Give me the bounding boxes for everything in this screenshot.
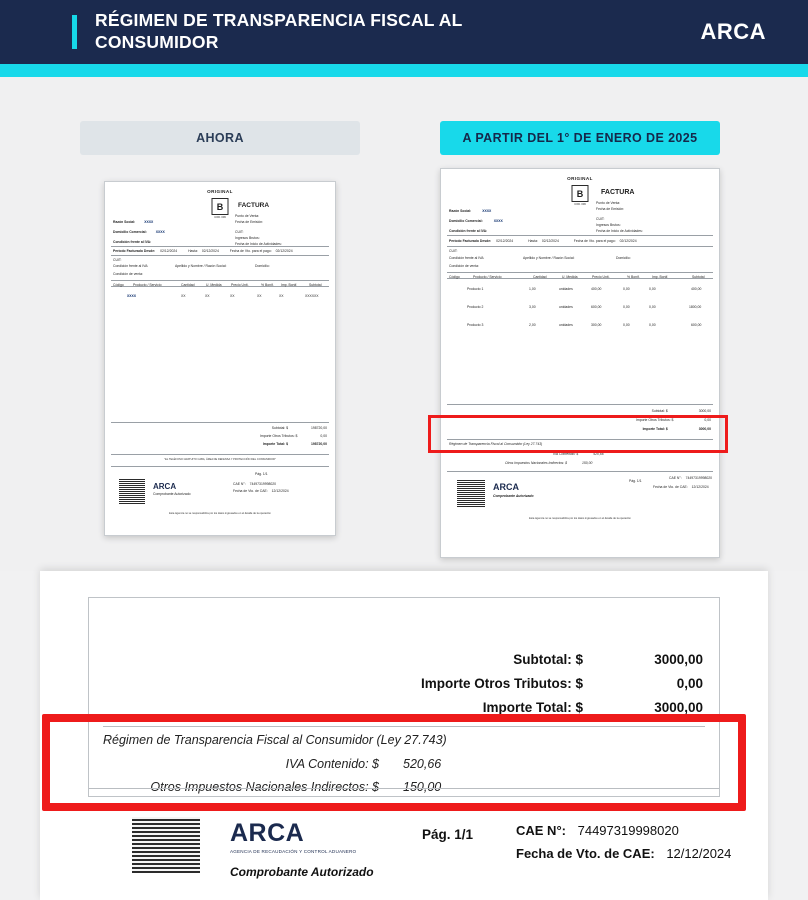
tag-ahora: AHORA bbox=[80, 121, 360, 155]
cell-medida-1: unidades bbox=[559, 287, 573, 291]
invoice-preview-current bbox=[104, 181, 336, 536]
importe-total-value: 3000,00 bbox=[654, 700, 703, 715]
invoice-letter: B bbox=[216, 201, 224, 212]
invoice-letter-new: B bbox=[576, 188, 584, 199]
arca-wordmark: ARCA bbox=[230, 819, 305, 847]
label-domicilio-cliente-new: Domicilio: bbox=[616, 256, 631, 260]
qr-code-icon-new bbox=[457, 479, 485, 507]
th-subtotal: Subtotal bbox=[309, 282, 322, 287]
qr-code-icon bbox=[119, 478, 145, 504]
comparison-section bbox=[0, 77, 808, 571]
value-periodo-desde: 02/12/2024 bbox=[160, 249, 178, 253]
total-importe-total bbox=[263, 442, 327, 446]
cell-subtotal-3: 600,00 bbox=[691, 323, 702, 327]
cae-label: CAE N°: bbox=[233, 482, 246, 486]
total-otros-label: Importe Otros Tributos: $ bbox=[259, 434, 298, 438]
header-accent-bar bbox=[72, 15, 77, 49]
label-hasta: Hasta: bbox=[188, 249, 198, 253]
th-producto: Producto / Servicio bbox=[133, 282, 162, 287]
cell-medida-2: unidades bbox=[559, 305, 573, 309]
cell-medida: XX bbox=[205, 294, 210, 298]
field-domicilio-comercial bbox=[113, 230, 165, 234]
th-medida: U. Medida bbox=[206, 282, 222, 287]
page-header bbox=[0, 0, 808, 64]
otros-impuestos-value: 150,00 bbox=[403, 780, 442, 794]
arca-logo-block bbox=[230, 819, 374, 879]
cae-block-new bbox=[669, 476, 712, 480]
arca-mini-logo: ARCA bbox=[153, 482, 177, 491]
arca-mini-logo-new: ARCA bbox=[493, 482, 519, 492]
field-razon-social-new bbox=[449, 209, 491, 213]
cae-vto-label-new: Fecha de Vto. de CAE: bbox=[653, 485, 688, 489]
totals-row-otros bbox=[273, 676, 703, 691]
factura-label-new: FACTURA bbox=[601, 189, 635, 196]
label-razon-social: Razón Social: bbox=[113, 220, 136, 224]
cell-precio-1: 400,00 bbox=[591, 287, 602, 291]
cell-producto-2: Producto 2 bbox=[467, 305, 484, 309]
page-title: RÉGIMEN DE TRANSPARENCIA FISCAL AL CONSUMIDOR bbox=[95, 10, 463, 52]
cell-medida-3: unidades bbox=[559, 323, 573, 327]
invoice-letter-box bbox=[212, 198, 229, 215]
cae-vto-label: Fecha de Vto. de CAE: bbox=[233, 489, 268, 493]
th-precio: Precio Unit. bbox=[231, 282, 249, 287]
label-condicion-venta: Condición de venta: bbox=[113, 272, 143, 276]
cell-bonif-2: 0,00 bbox=[623, 305, 630, 309]
cell-bonif-3: 0,00 bbox=[623, 323, 630, 327]
regimen-title-mini: Régimen de Transparencia Fiscal al Consumidor (Ley 27.743) bbox=[449, 442, 543, 446]
column-new bbox=[420, 77, 740, 558]
cell-subtotal: XXXXXX bbox=[305, 294, 319, 298]
label-vto-pago-new: Fecha de Vto. para el pago: bbox=[573, 239, 616, 243]
cae-label-new: CAE N°: bbox=[669, 476, 682, 480]
regimen-title: Régimen de Transparencia Fiscal al Consumidor (Ley 27.743) bbox=[103, 733, 447, 747]
total-subtotal bbox=[272, 426, 327, 430]
field-inicio-actividades: Fecha de Inicio de Actividades: bbox=[235, 242, 282, 246]
items-table-header-new bbox=[447, 272, 713, 279]
comprobante-autorizado-large: Comprobante Autorizado bbox=[230, 865, 374, 879]
original-label: ORIGINAL bbox=[207, 189, 233, 194]
label-condicion-iva-cliente-new: Condición frente al IVA: bbox=[449, 256, 485, 260]
cae-vto-value-new: 12/12/2024 bbox=[691, 485, 709, 489]
label-cuit-cliente: CUIT: bbox=[113, 258, 122, 262]
iva-contenido-value: 520,66 bbox=[403, 757, 442, 771]
cell-producto-1: Producto 1 bbox=[467, 287, 484, 291]
value-razon-social: XXXX bbox=[144, 220, 154, 224]
cae-vto-block-new bbox=[653, 485, 709, 489]
cae-line bbox=[516, 823, 731, 838]
label-periodo: Período Facturado Desde: bbox=[113, 249, 156, 253]
items-table-header bbox=[111, 280, 329, 287]
cae-block-large bbox=[516, 823, 731, 869]
label-domicilio-comercial-new: Domicilio Comercial: bbox=[449, 219, 483, 223]
subtotal-label: Subtotal: $ bbox=[513, 652, 583, 667]
field-razon-social bbox=[113, 220, 153, 224]
total-subtotal-label: Subtotal: $ bbox=[271, 426, 289, 430]
total-otros-value-new: 0,00 bbox=[704, 418, 711, 422]
th-impbonif-new: Imp. Bonif. bbox=[652, 274, 669, 279]
column-current bbox=[60, 77, 380, 536]
th-cantidad: Cantidad bbox=[181, 282, 195, 287]
cae-value: 74497319998020 bbox=[249, 482, 277, 486]
field-cuit: CUIT: bbox=[235, 230, 244, 234]
iva-contenido-label: IVA Contenido: $ bbox=[285, 757, 379, 771]
label-cuit-cliente-new: CUIT: bbox=[449, 249, 458, 253]
label-domicilio-cliente: Domicilio: bbox=[255, 264, 270, 268]
field-punto-venta: Punto de Venta: bbox=[235, 214, 260, 218]
cell-codigo: XXXX bbox=[127, 294, 137, 298]
field-fecha-emision: Fecha de Emisión: bbox=[235, 220, 264, 224]
total-subtotal-new bbox=[652, 409, 711, 413]
regimen-iva-label-mini: IVA Contenido: $ bbox=[553, 452, 579, 456]
regimen-otros-label-mini: Otros Impuestos Nacionales Indirectos: $ bbox=[505, 461, 568, 465]
pagina-large: Pág. 1/1 bbox=[422, 827, 474, 842]
label-hasta-new: Hasta: bbox=[528, 239, 538, 243]
invoice-cod-label: COD. 006 bbox=[214, 216, 226, 219]
invoice-detail-footer bbox=[40, 817, 768, 897]
value-domicilio-comercial-new: XXXX bbox=[493, 219, 503, 223]
tag-nuevo: A PARTIR DEL 1° DE ENERO DE 2025 bbox=[440, 121, 720, 155]
pagina-label-new: Pág. 1/1 bbox=[629, 479, 642, 483]
th-codigo-new: Código bbox=[449, 274, 460, 279]
regimen-iva-value-mini: 520,66 bbox=[593, 452, 604, 456]
field-ingresos-brutos-new: Ingresos Brutos: bbox=[596, 223, 621, 227]
cell-precio: XX bbox=[230, 294, 235, 298]
cell-bonif-1: 0,00 bbox=[623, 287, 630, 291]
highlight-box-detail bbox=[42, 714, 746, 811]
field-periodo-facturado bbox=[113, 249, 293, 253]
cae-vto-value: 12/12/2024 bbox=[271, 489, 289, 493]
total-otros-new bbox=[636, 418, 711, 422]
cell-subtotal-2: 1800,00 bbox=[689, 305, 702, 309]
cae-vto-value-large: 12/12/2024 bbox=[666, 846, 732, 861]
value-hasta-new: 02/12/2024 bbox=[541, 239, 559, 243]
value-vto-pago-new: 02/12/2024 bbox=[619, 239, 637, 243]
invoice-cod-label-new: COD. 006 bbox=[574, 203, 586, 206]
cae-vto-block bbox=[233, 489, 289, 493]
cell-bonif: XX bbox=[257, 294, 262, 298]
otros-tributos-label: Importe Otros Tributos: $ bbox=[420, 676, 583, 691]
pagina-label: Pág. 1/1 bbox=[255, 472, 268, 476]
original-label-new: ORIGINAL bbox=[567, 176, 593, 181]
field-punto-venta-new: Punto de Venta: bbox=[596, 201, 621, 205]
label-periodo-new: Período Facturado Desde: bbox=[449, 239, 492, 243]
regimen-otros-value-mini: 150,00 bbox=[581, 461, 593, 465]
importe-total-label: Importe Total: $ bbox=[482, 700, 583, 715]
cell-subtotal-1: 400,00 bbox=[691, 287, 702, 291]
th-precio-new: Precio Unit. bbox=[592, 274, 610, 279]
cae-vto-line bbox=[516, 846, 731, 861]
total-otros-label-new: Importe Otros Tributos: $ bbox=[635, 418, 674, 422]
otros-impuestos-label: Otros Impuestos Nacionales Indirectos: $ bbox=[150, 780, 379, 794]
cell-impbonif-2: 0,00 bbox=[649, 305, 656, 309]
total-otros-tributos bbox=[260, 434, 327, 438]
cyan-divider bbox=[0, 64, 808, 77]
factura-label: FACTURA bbox=[238, 202, 270, 209]
value-domicilio-comercial: XXXX bbox=[155, 230, 165, 234]
regimen-iva-mini bbox=[553, 452, 604, 456]
cell-cantidad: XX bbox=[181, 294, 186, 298]
total-otros-value: 0,00 bbox=[320, 434, 327, 438]
invoice-letter-box-new bbox=[572, 185, 589, 202]
legend-consumidor: "EL TELÉFONO GRATUITO CABA, ÁREA DE DEFENSA Y PROTECCIÓN DEL CONSUMIDOR" bbox=[164, 458, 276, 461]
label-condicion-iva-cliente: Condición frente al IVA: bbox=[113, 264, 149, 268]
disclaimer-text: Esta Agencia no se responsabiliza por los datos ingresados en el detalle de la operación bbox=[169, 512, 271, 515]
totals-row-subtotal bbox=[273, 652, 703, 667]
total-importe-new bbox=[643, 427, 711, 431]
value-hasta: 02/12/2024 bbox=[201, 249, 219, 253]
cell-impbonif-1: 0,00 bbox=[649, 287, 656, 291]
field-condicion-iva-new bbox=[449, 229, 487, 233]
total-subtotal-label-new: Subtotal: $ bbox=[651, 409, 668, 413]
total-subtotal-value: 198720,00 bbox=[310, 426, 327, 430]
cell-cantidad-2: 3,00 bbox=[529, 305, 536, 309]
value-periodo-desde-new: 02/12/2024 bbox=[496, 239, 514, 243]
cell-cantidad-1: 1,00 bbox=[529, 287, 536, 291]
th-bonif-new: % Bonif. bbox=[627, 274, 640, 279]
label-condicion-venta-new: Condición de venta: bbox=[449, 264, 479, 268]
cae-vto-label-large: Fecha de Vto. de CAE: bbox=[516, 846, 655, 861]
subtotal-value: 3000,00 bbox=[654, 652, 703, 667]
cae-block bbox=[233, 482, 276, 486]
comprobante-autorizado-new: Comprobante Autorizado bbox=[493, 494, 534, 498]
label-razon-social-new: Razón Social: bbox=[449, 209, 472, 213]
cell-precio-2: 600,00 bbox=[591, 305, 602, 309]
field-cuit-new: CUIT: bbox=[596, 217, 605, 221]
label-apellido-nombre: Apellido y Nombre / Razón Social: bbox=[175, 264, 227, 268]
th-cantidad-new: Cantidad bbox=[533, 274, 547, 279]
qr-code-icon-large bbox=[132, 817, 200, 873]
field-ingresos-brutos: Ingresos Brutos: bbox=[235, 236, 260, 240]
th-bonif: % Bonif. bbox=[261, 282, 274, 287]
th-impbonif: Imp. Bonif. bbox=[281, 282, 298, 287]
value-razon-social-new: XXXX bbox=[482, 209, 492, 213]
disclaimer-text-new: Esta Agencia no se responsabiliza por los datos ingresados en el detalle de la operación bbox=[529, 517, 631, 520]
label-vto-pago: Fecha de Vto. para el pago: bbox=[229, 249, 272, 253]
total-subtotal-value-new: 3000,00 bbox=[698, 409, 711, 413]
th-codigo: Código bbox=[113, 282, 124, 287]
field-fecha-emision-new: Fecha de Emisión: bbox=[596, 207, 625, 211]
th-producto-new: Producto / Servicio bbox=[473, 274, 502, 279]
cell-impbonif: XX bbox=[279, 294, 284, 298]
cell-producto-3: Producto 3 bbox=[467, 323, 484, 327]
field-domicilio-comercial-new bbox=[449, 219, 503, 223]
comprobante-autorizado: Comprobante Autorizado bbox=[153, 492, 191, 496]
th-medida-new: U. Medida bbox=[562, 274, 578, 279]
cell-impbonif-3: 0,00 bbox=[649, 323, 656, 327]
field-inicio-actividades-new: Fecha de Inicio de Actividades: bbox=[596, 229, 643, 233]
arca-subtitle: AGENCIA DE RECAUDACIÓN Y CONTROL ADUANERO bbox=[230, 849, 357, 854]
field-periodo-facturado-new bbox=[449, 239, 637, 243]
label-domicilio-comercial: Domicilio Comercial: bbox=[113, 230, 147, 234]
label-apellido-nombre-new: Apellido y Nombre / Razón Social: bbox=[523, 256, 575, 260]
cae-value-new: 74497319998020 bbox=[685, 476, 713, 480]
cae-value-large: 74497319998020 bbox=[577, 823, 679, 838]
value-vto-pago: 02/12/2024 bbox=[275, 249, 293, 253]
field-condicion-iva bbox=[113, 240, 151, 244]
label-condicion-iva-new: Condición frente al IVA: bbox=[449, 229, 488, 233]
arca-logo: ARCA bbox=[700, 19, 766, 44]
total-importe-label-new: Importe Total: $ bbox=[642, 427, 668, 431]
total-importe-value-new: 3000,00 bbox=[698, 427, 711, 431]
label-condicion-iva: Condición frente al IVA: bbox=[113, 240, 152, 244]
cell-cantidad-3: 2,00 bbox=[529, 323, 536, 327]
totals-row-total bbox=[273, 700, 703, 715]
otros-tributos-value: 0,00 bbox=[676, 676, 703, 691]
invoice-preview-new bbox=[440, 168, 720, 558]
regimen-otros-mini bbox=[505, 461, 592, 465]
th-subtotal-new: Subtotal bbox=[692, 274, 705, 279]
total-importe-value: 198720,00 bbox=[310, 442, 327, 446]
cae-label-large: CAE N°: bbox=[516, 823, 566, 838]
cell-precio-3: 300,00 bbox=[591, 323, 602, 327]
total-importe-label: Importe Total: $ bbox=[262, 442, 289, 446]
